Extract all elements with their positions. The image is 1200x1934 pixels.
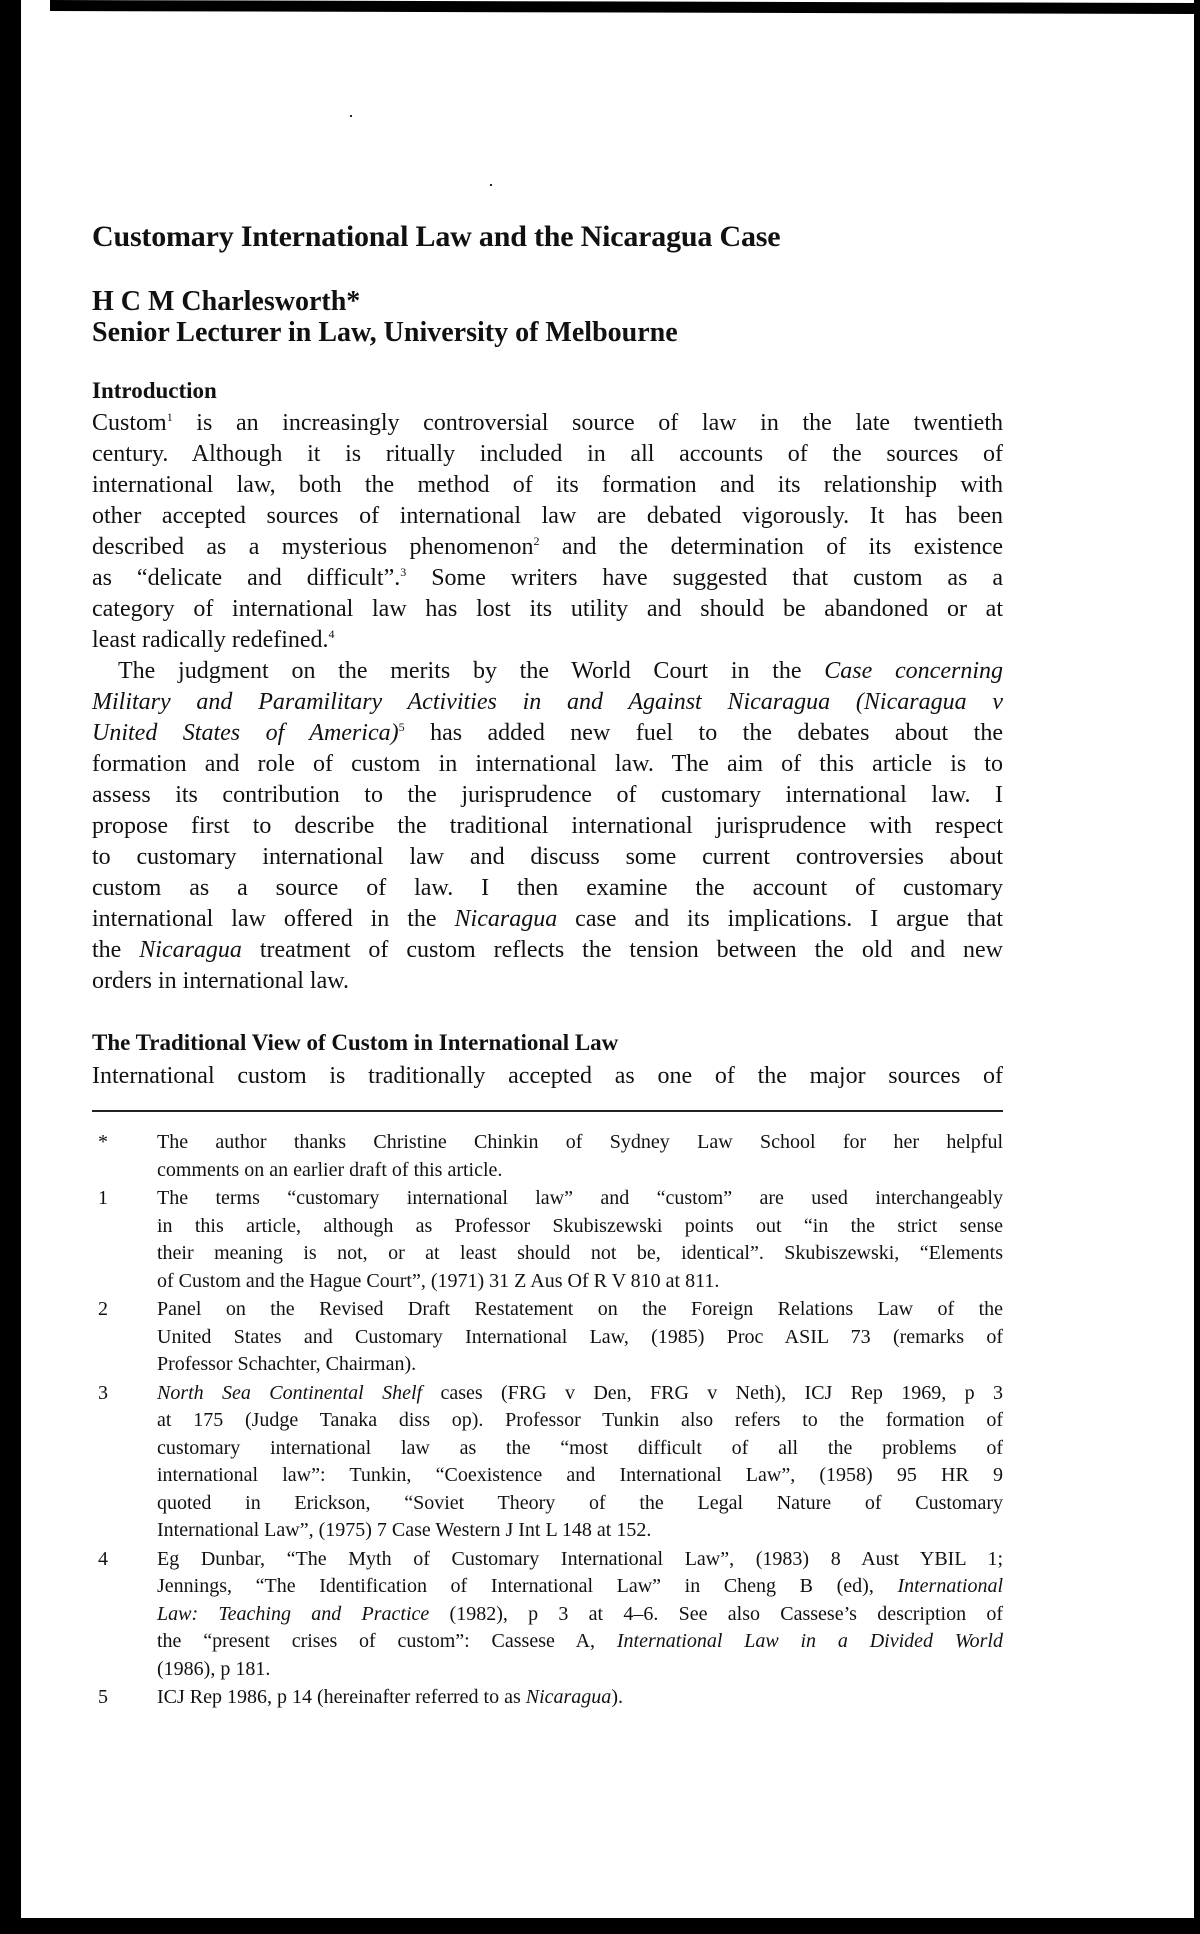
text-run: custom as a source of law. I then examine the account of customary [92, 875, 1003, 901]
text-run: as “delicate and difficult”. [92, 565, 401, 591]
footnote-line [157, 1628, 1003, 1656]
footnote-text [157, 1380, 1003, 1545]
text-run: is an increasingly controversial source of law in the late twentieth [172, 410, 1003, 436]
footnote-line [157, 1324, 1003, 1352]
text-run: Eg Dunbar, “The Myth of Customary International Law”, (1983) 8 Aust YBIL 1; [157, 1547, 1003, 1570]
text-line [92, 966, 1003, 997]
italic-text: United States of America) [92, 720, 399, 746]
footnote-line [157, 1380, 1003, 1408]
text-line [92, 780, 1003, 811]
text-line [92, 935, 1003, 966]
footnote [98, 1129, 1003, 1184]
footnote-line [157, 1129, 1003, 1157]
author-block [92, 286, 678, 348]
footnote-line [157, 1240, 1003, 1268]
paragraph [92, 1061, 1003, 1092]
footnote [98, 1296, 1003, 1379]
author-affiliation: Senior Lecturer in Law, University of Melbourne [92, 317, 678, 348]
text-run: quoted in Erickson, “Soviet Theory of the Legal Nature of Customary [157, 1491, 1003, 1514]
text-line [92, 687, 1003, 718]
footnote-ref: 3 [400, 565, 407, 579]
footnote-number: 4 [98, 1547, 108, 1570]
footnote-ref: 1 [166, 410, 173, 424]
footnote [98, 1185, 1003, 1295]
paragraph [92, 408, 1003, 656]
italic-text: Case concerning [824, 658, 1003, 684]
text-run: The terms “customary international law” and “custom” are used interchangeably [157, 1187, 1003, 1209]
footnote-line [157, 1296, 1003, 1324]
text-run: International Law”, (1975) 7 Case Western J Int L 148 at 152. [157, 1519, 652, 1541]
text-run: least radically redefined. [92, 627, 329, 653]
footnote-line [157, 1185, 1003, 1213]
scan-speck [490, 184, 492, 186]
text-run: and the determination of its existence [539, 534, 1003, 560]
text-run: category of international law has lost its utility and should be abandoned or at [92, 596, 1003, 622]
text-run: at 175 (Judge Tanaka diss op). Professor Tunkin also refers to the formation of [157, 1409, 1003, 1431]
text-line [92, 532, 1003, 563]
text-run: international law offered in the [92, 906, 455, 932]
footnote-line [157, 1546, 1003, 1574]
text-line [92, 842, 1003, 873]
text-run: Professor Schachter, Chairman). [157, 1353, 417, 1375]
text-run: Some writers have suggested that custom as a [406, 565, 1004, 591]
text-run: described as a mysterious phenomenon [92, 534, 534, 560]
footnote-line [157, 1517, 1003, 1545]
italic-text: Law: Teaching and Practice [157, 1602, 430, 1625]
footnote-line [157, 1684, 1003, 1712]
italic-text: Nicaragua [454, 906, 558, 932]
text-run: international law”: Tunkin, “Coexistence and International Law”, (1958) 95 HR 9 [157, 1464, 1003, 1486]
text-run: formation and role of custom in international law. The aim of this article is to [92, 751, 1003, 777]
text-line [92, 470, 1003, 501]
text-run: the [92, 937, 140, 963]
text-run: treatment of custom reflects the tension between the old and new [241, 937, 1003, 963]
scan-speck [350, 115, 352, 117]
section-body-introduction [92, 408, 1003, 997]
text-run: ). [611, 1686, 623, 1708]
italic-text: International [897, 1575, 1003, 1597]
text-run: (1982), p 3 at 4–6. See also Cassese’s description of [429, 1602, 1003, 1625]
paragraph [92, 656, 1003, 997]
text-run: Jennings, “The Identification of International Law” in Cheng B (ed), [157, 1575, 898, 1597]
text-line [92, 873, 1003, 904]
footnote-line [157, 1407, 1003, 1435]
author-name: H C M Charlesworth* [92, 286, 361, 317]
text-run: other accepted sources of international law are debated vigorously. It has been [92, 503, 1003, 529]
text-run: case and its implications. I argue that [557, 906, 1004, 932]
text-line [92, 749, 1003, 780]
footnote-line [157, 1435, 1003, 1463]
footnote-number: * [98, 1131, 108, 1153]
text-run: assess its contribution to the jurisprudence of customary international law. I [92, 782, 1003, 808]
article-title: Customary International Law and the Nicaragua Case [92, 220, 781, 253]
footnote-ref: 5 [398, 720, 405, 734]
text-run: Custom [92, 410, 167, 436]
text-run: The judgment on the merits by the World Court in the [118, 658, 825, 684]
footnote-number: 1 [98, 1187, 108, 1209]
footnote-line [157, 1213, 1003, 1241]
text-run: orders in international law. [92, 968, 350, 994]
text-run: propose first to describe the traditional international jurisprudence with respect [92, 813, 1003, 839]
section-heading-introduction: Introduction [92, 378, 217, 403]
footnote-number: 3 [98, 1381, 108, 1404]
text-run: (1986), p 181. [157, 1657, 271, 1680]
text-run: to customary international law and discuss some current controversies about [92, 844, 1003, 870]
text-line [92, 718, 1003, 749]
footnote-line [157, 1157, 1003, 1185]
text-run: in this article, although as Professor Skubiszewski points out “in the strict sense [157, 1214, 1003, 1237]
text-line [92, 811, 1003, 842]
footnote [98, 1380, 1003, 1545]
footnote [98, 1684, 1003, 1712]
footnote-line [157, 1351, 1003, 1379]
text-run: The author thanks Christine Chinkin of Sydney Law School for her helpful [157, 1131, 1003, 1153]
footnote-text [157, 1185, 1003, 1295]
scan-border-top [50, 0, 1200, 14]
footnote-text [157, 1296, 1003, 1379]
footnote-line [157, 1601, 1003, 1629]
footnote-text [157, 1684, 1003, 1712]
text-line [92, 594, 1003, 625]
text-run: has added new fuel to the debates about the [404, 720, 1003, 746]
footnote-text [157, 1546, 1003, 1684]
footnote-line [157, 1656, 1003, 1684]
text-line [92, 625, 1003, 656]
italic-text: North Sea Continental Shelf [157, 1381, 423, 1404]
italic-text: Military and Paramilitary Activities in and Against Nicaragua (Nicaragua v [92, 689, 1003, 715]
text-run: their meaning is not, or at least should not be, identical”. Skubiszewski, “Elements [157, 1242, 1003, 1264]
text-run: ICJ Rep 1986, p 14 (hereinafter referred to as [157, 1686, 526, 1708]
text-line [92, 904, 1003, 935]
footnotes [98, 1129, 1003, 1713]
text-run: Panel on the Revised Draft Restatement on the Foreign Relations Law of the [157, 1298, 1003, 1320]
footnote-ref: 2 [533, 534, 540, 548]
text-run: comments on an earlier draft of this article. [157, 1158, 503, 1181]
text-run: international law, both the method of its formation and its relationship with [92, 472, 1003, 498]
footnote-text [157, 1129, 1003, 1184]
italic-text: International Law in a Divided World [616, 1630, 1003, 1652]
section-body-traditional-view [92, 1061, 1003, 1092]
text-line [92, 501, 1003, 532]
italic-text: Nicaragua [139, 937, 242, 963]
text-line [92, 656, 1003, 687]
scan-border-right [1194, 0, 1200, 1934]
scan-border-left [0, 0, 21, 1934]
text-line [92, 563, 1003, 594]
footnote-number: 2 [98, 1298, 108, 1320]
text-line [92, 408, 1003, 439]
text-run: cases (FRG v Den, FRG v Neth), ICJ Rep 1969, p 3 [422, 1381, 1003, 1404]
text-run: customary international law as the “most difficult of all the problems of [157, 1436, 1003, 1459]
text-run: of Custom and the Hague Court”, (1971) 31 Z Aus Of R V 810 at 811. [157, 1269, 720, 1292]
footnote-separator [92, 1110, 1003, 1112]
scan-border-bottom [0, 1918, 1200, 1934]
text-run: United States and Customary International Law, (1985) Proc ASIL 73 (remarks of [157, 1325, 1003, 1348]
footnote-line [157, 1268, 1003, 1296]
italic-text: Nicaragua [525, 1686, 612, 1708]
text-run: century. Although it is ritually included in all accounts of the sources of [92, 441, 1003, 467]
footnote-ref: 4 [328, 627, 335, 641]
footnote [98, 1546, 1003, 1684]
text-run: International custom is traditionally accepted as one of the major sources of [92, 1063, 1003, 1089]
footnote-line [157, 1573, 1003, 1601]
text-line [92, 439, 1003, 470]
section-heading-traditional-view: The Traditional View of Custom in International Law [92, 1030, 619, 1055]
footnote-line [157, 1462, 1003, 1490]
text-line [92, 1061, 1003, 1092]
footnote-number: 5 [98, 1686, 108, 1708]
text-run: the “present crises of custom”: Cassese A, [157, 1630, 617, 1652]
footnote-line [157, 1490, 1003, 1518]
